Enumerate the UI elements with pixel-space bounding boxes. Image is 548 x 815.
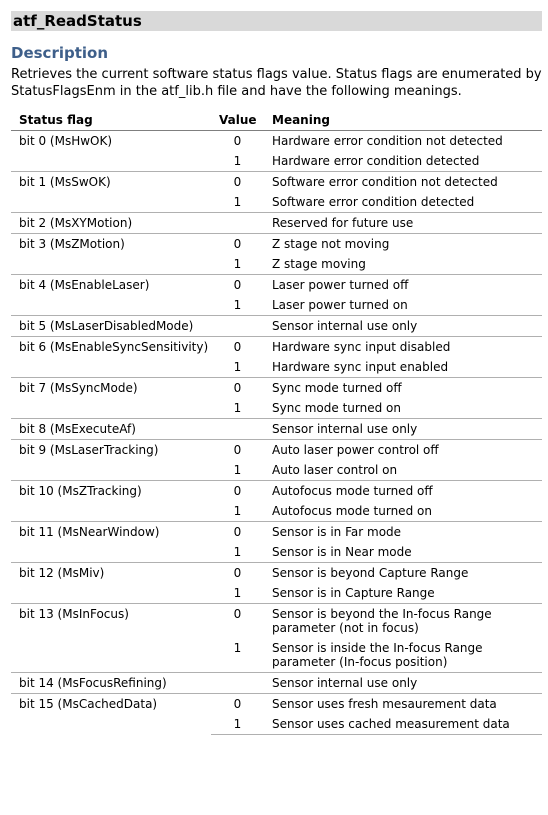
table-row xyxy=(11,234,542,255)
header-status-flag: Status flag xyxy=(11,109,211,131)
value-cell: 0 xyxy=(211,694,264,715)
meaning-cell: Software error condition not detected xyxy=(264,172,542,193)
value-cell: 0 xyxy=(211,563,264,584)
value-cell: 0 xyxy=(211,234,264,255)
table-row xyxy=(11,440,542,461)
value-cell xyxy=(211,419,264,440)
meaning-cell: Sensor uses cached measurement data xyxy=(264,714,542,735)
function-title: atf_ReadStatus xyxy=(11,11,542,31)
value-cell: 1 xyxy=(233,257,242,271)
status-flag-cell: bit 6 (MsEnableSyncSensitivity) xyxy=(11,337,211,378)
value-cell: 1 xyxy=(233,641,242,655)
meaning-cell: Hardware error condition not detected xyxy=(264,131,542,152)
status-flag-cell: bit 15 (MsCachedData) xyxy=(11,694,211,735)
meaning-cell: Sync mode turned off xyxy=(264,378,542,399)
value-cell: 0 xyxy=(211,604,264,639)
table-row xyxy=(11,131,542,152)
status-flag-cell: bit 10 (MsZTracking) xyxy=(11,481,211,522)
value-cell: 1 xyxy=(233,586,242,600)
status-flag-cell: bit 5 (MsLaserDisabledMode) xyxy=(11,316,211,337)
value-cell: 0 xyxy=(211,378,264,399)
meaning-cell: Autofocus mode turned off xyxy=(264,481,542,502)
meaning-cell: Sync mode turned on xyxy=(272,401,401,415)
status-flag-cell: bit 12 (MsMiv) xyxy=(11,563,211,604)
value-cell: 0 xyxy=(211,522,264,543)
value-cell: 0 xyxy=(211,172,264,193)
meaning-cell: Z stage not moving xyxy=(264,234,542,255)
table-body xyxy=(11,131,542,735)
status-flag-cell: bit 2 (MsXYMotion) xyxy=(11,213,211,234)
status-flag-cell: bit 9 (MsLaserTracking) xyxy=(11,440,211,481)
meaning-cell: Sensor is in Far mode xyxy=(264,522,542,543)
status-flag-cell: bit 13 (MsInFocus) xyxy=(11,604,211,673)
meaning-cell: Sensor uses fresh mesaurement data xyxy=(264,694,542,715)
meaning-cell: Sensor internal use only xyxy=(264,316,542,337)
value-cell: 0 xyxy=(211,481,264,502)
table-row xyxy=(11,378,542,399)
header-value: Value xyxy=(211,109,264,131)
meaning-cell: Laser power turned on xyxy=(272,298,408,312)
table-row xyxy=(11,563,542,584)
meaning-cell: Autofocus mode turned on xyxy=(272,504,432,518)
meaning-cell: Sensor internal use only xyxy=(264,419,542,440)
meaning-cell: Laser power turned off xyxy=(264,275,542,296)
value-cell: 0 xyxy=(211,440,264,461)
value-cell: 0 xyxy=(211,275,264,296)
table-row xyxy=(11,673,542,694)
meaning-cell: Sensor is beyond Capture Range xyxy=(264,563,542,584)
meaning-cell: Sensor is in Capture Range xyxy=(272,586,435,600)
status-flag-cell: bit 4 (MsEnableLaser) xyxy=(11,275,211,316)
value-cell: 0 xyxy=(211,131,264,152)
meaning-cell: Z stage moving xyxy=(272,257,366,271)
value-cell: 1 xyxy=(233,401,242,415)
header-meaning: Meaning xyxy=(264,109,542,131)
value-cell: 1 xyxy=(233,154,242,168)
status-flag-cell: bit 7 (MsSyncMode) xyxy=(11,378,211,419)
value-cell xyxy=(211,213,264,234)
value-cell: 1 xyxy=(233,360,242,374)
status-flag-cell: bit 1 (MsSwOK) xyxy=(11,172,211,213)
meaning-cell: Hardware error condition detected xyxy=(272,154,480,168)
value-cell: 1 xyxy=(233,463,242,477)
description-paragraph: Retrieves the current software status flags value. Status flags are enumerated by StatusFlagsEnm in the atf_lib.h file and have the following meanings. xyxy=(11,67,542,99)
table-row xyxy=(11,419,542,440)
meaning-cell: Sensor is in Near mode xyxy=(272,545,412,559)
table-row xyxy=(11,275,542,296)
meaning-cell: Software error condition detected xyxy=(272,195,475,209)
table-row xyxy=(11,172,542,193)
value-cell: 1 xyxy=(211,714,264,735)
table-row xyxy=(11,337,542,358)
table-row xyxy=(11,481,542,502)
status-flag-cell: bit 11 (MsNearWindow) xyxy=(11,522,211,563)
meaning-cell: Hardware sync input enabled xyxy=(272,360,449,374)
status-flag-cell: bit 8 (MsExecuteAf) xyxy=(11,419,211,440)
meaning-cell: Sensor is beyond the In-focus Range parameter (not in focus) xyxy=(264,604,542,639)
meaning-cell: Reserved for future use xyxy=(264,213,542,234)
table-row xyxy=(11,316,542,337)
meaning-cell: Auto laser power control off xyxy=(264,440,542,461)
section-heading: Description xyxy=(11,44,109,62)
meaning-cell: Sensor internal use only xyxy=(264,673,542,694)
meaning-cell: Sensor is inside the In-focus Range parameter (In-focus position) xyxy=(272,641,483,669)
value-cell: 1 xyxy=(233,195,242,209)
table-header-row xyxy=(11,109,542,131)
value-cell: 1 xyxy=(233,545,242,559)
value-cell xyxy=(211,316,264,337)
value-cell: 0 xyxy=(211,337,264,358)
value-cell xyxy=(211,673,264,694)
meaning-cell: Auto laser control on xyxy=(272,463,398,477)
value-cell: 1 xyxy=(233,504,242,518)
status-flag-cell: bit 0 (MsHwOK) xyxy=(11,131,211,172)
status-flag-cell: bit 14 (MsFocusRefining) xyxy=(11,673,211,694)
meaning-cell: Hardware sync input disabled xyxy=(264,337,542,358)
value-cell: 1 xyxy=(233,298,242,312)
status-flag-cell: bit 3 (MsZMotion) xyxy=(11,234,211,275)
status-flags-table xyxy=(11,109,542,735)
table-row xyxy=(11,213,542,234)
table-row xyxy=(11,604,542,639)
table-row xyxy=(11,522,542,543)
table-row xyxy=(11,694,542,715)
